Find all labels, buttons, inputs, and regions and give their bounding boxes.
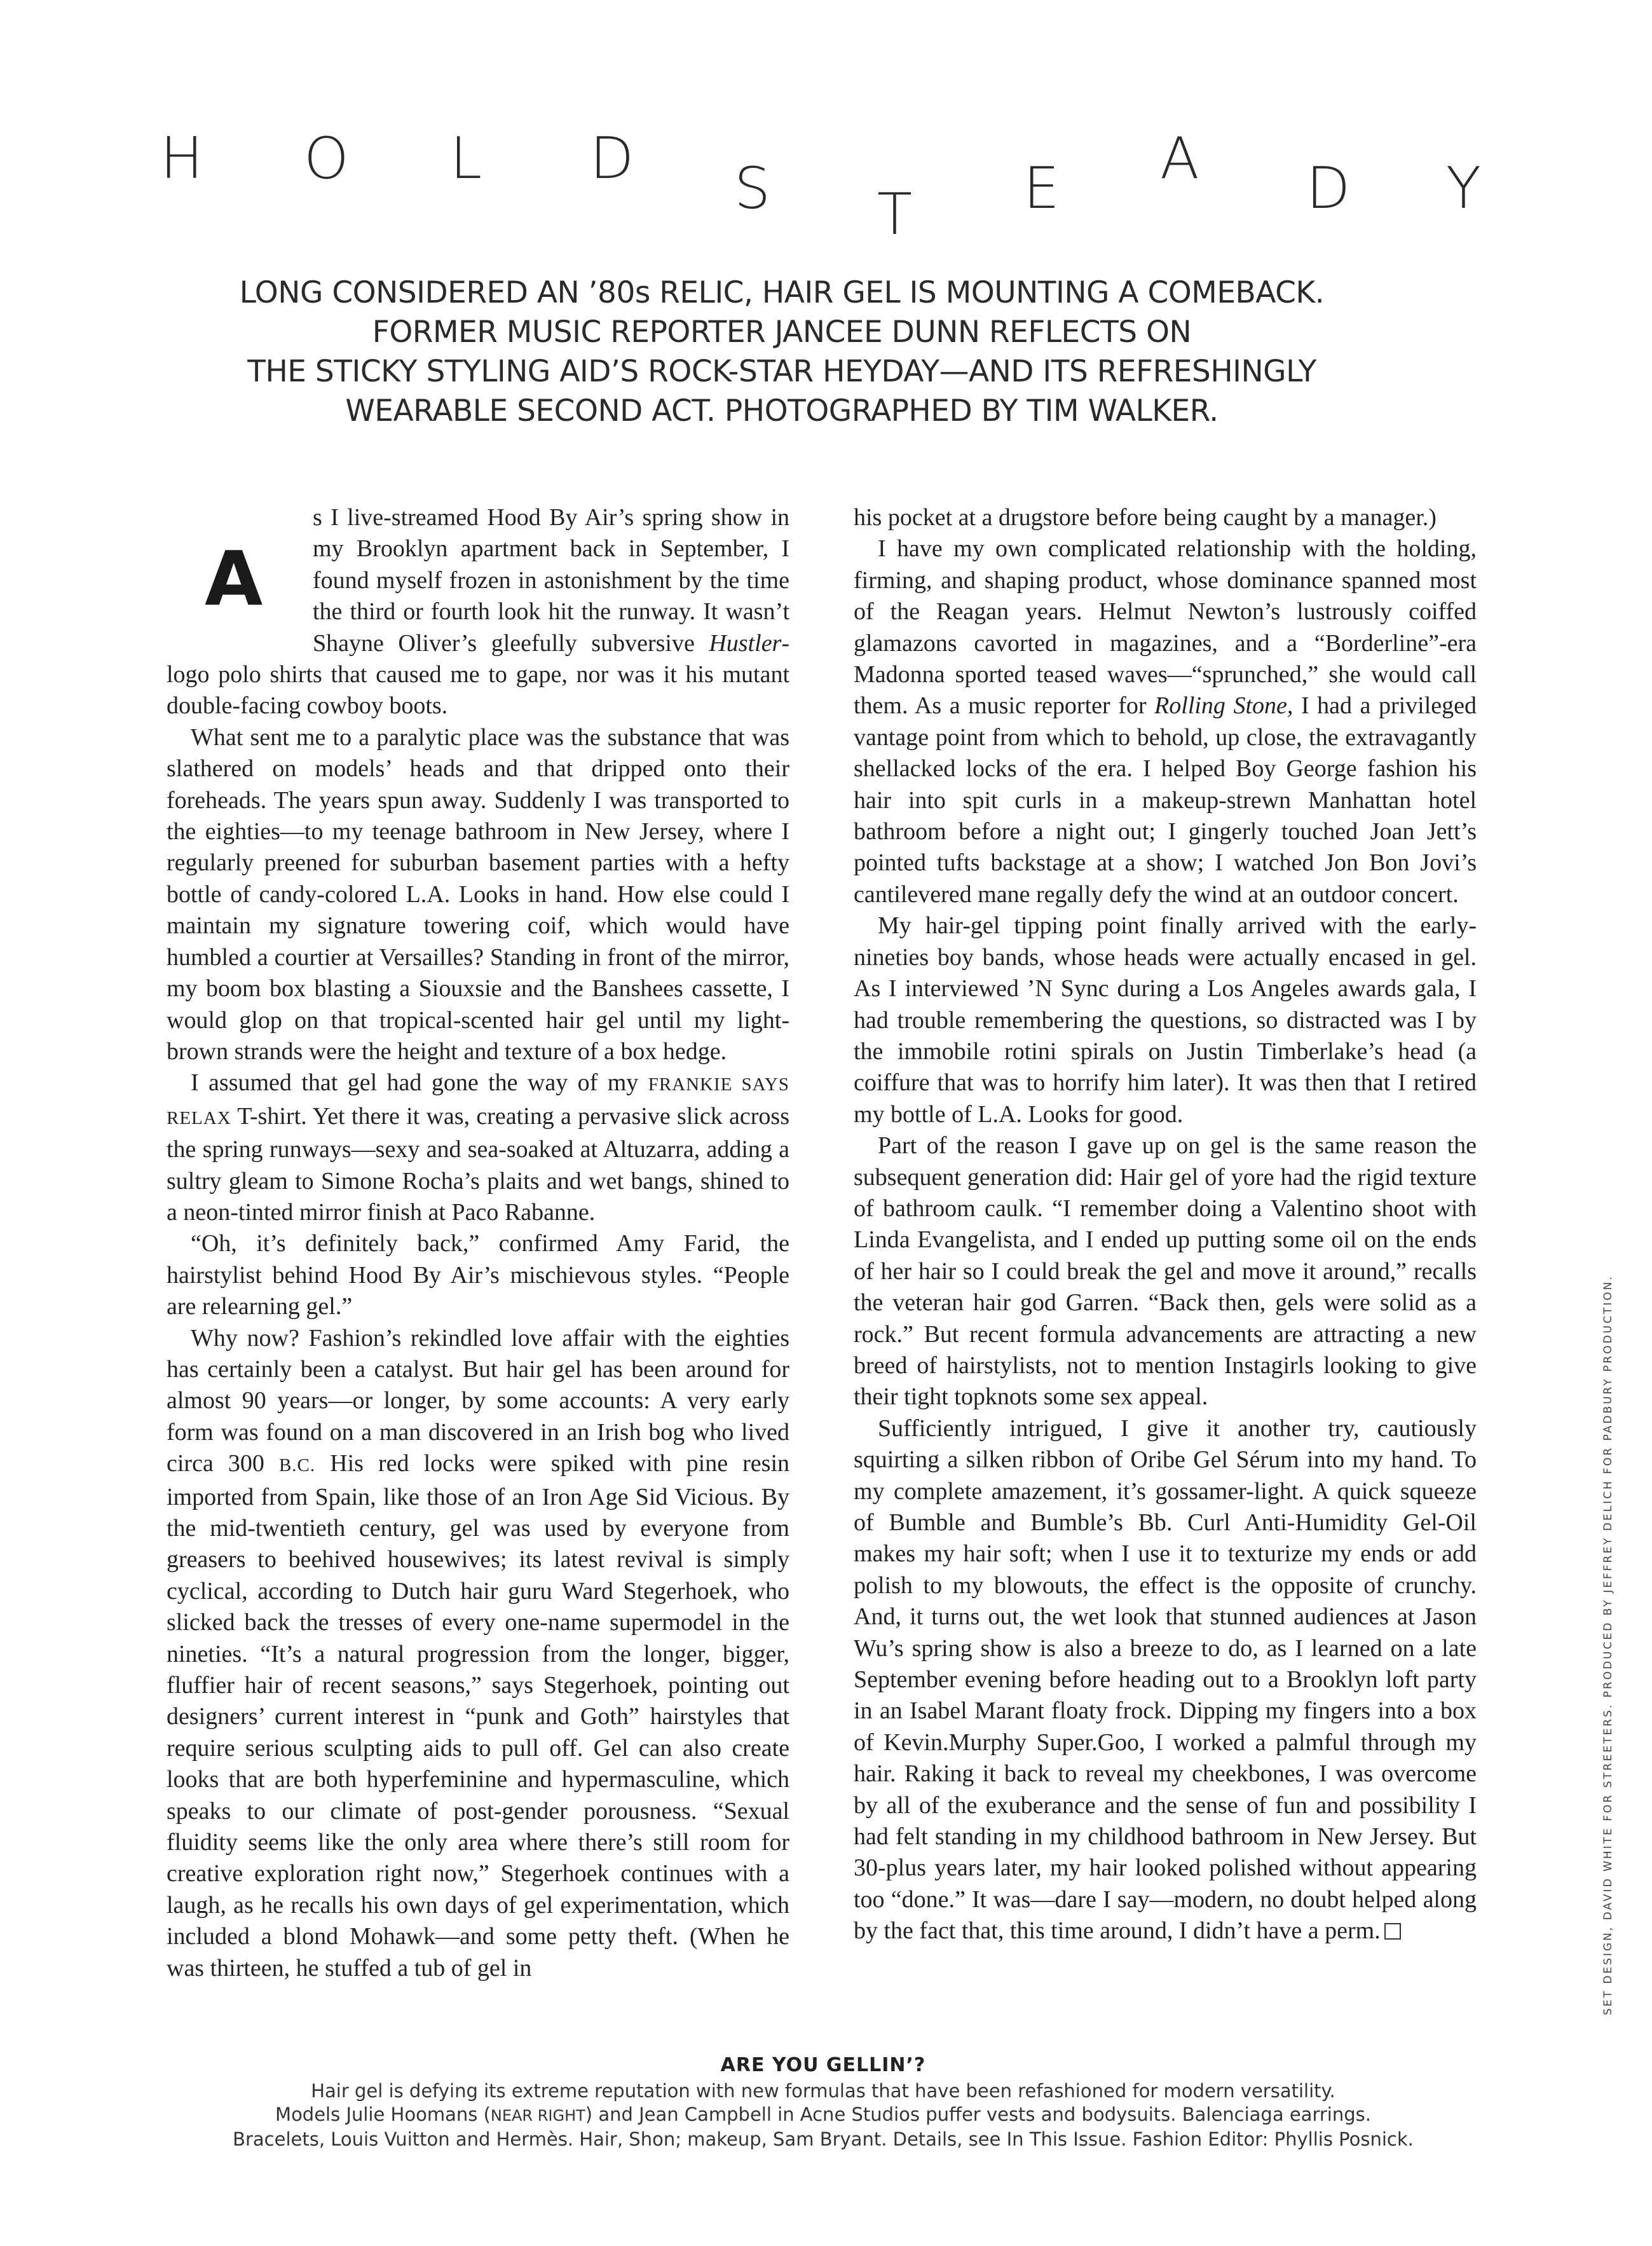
headline-letter: D (590, 125, 634, 192)
paragraph: Why now? Fashion’s rekindled love affair with the eighties has certainly been a catalyst. But hair gel has been around for almost 90 years—or longer, by some accounts: A very early form was found on a man discovered in an Irish bog who lived circa 300 B.C. His red locks were spiked with pine resin imported from Spain, like those of an Iron Age Sid Vicious. By the mid-twentieth century, gel was used by everyone from greasers to beehived housewives; its latest revival is simply cyclical, according to Dutch hair guru Ward Stegerhoek, who slicked back the tresses of every one-name supermodel in the nineties. “It’s a natural progression from the longer, bigger, fluffier hair of recent seasons,” says Stegerhoek, pointing out designers’ current interest in “punk and Goth” hairstyles that require serious sculpting aids to pull off. Gel can also create looks that are both hyperfeminine and hypermasculine, which speaks to our climate of post-gender porousness. “Sexual fluidity seems like the only area where there’s still room for creative exploration right now,” Stegerhoek continues with a laugh, as he recalls his own days of gel experimentation, which included a blond Mohawk—and some petty theft. (When he was thirteen, he stuffed a tub of gel in (167, 1324, 789, 1982)
caption-line: Models Julie Hoomans (NEAR RIGHT) and Jean Campbell in Acne Studios puffer vests and bodysuits. Balenciaga earrings. (275, 2104, 1371, 2125)
headline-letter: T (877, 181, 912, 248)
end-mark-icon (1384, 1923, 1401, 1940)
paragraph: “Oh, it’s definitely back,” confirmed Amy Farid, the hairstylist behind Hood By Air’s mischievous styles. “People are relearning gel.” (167, 1230, 789, 1320)
caption-heading: ARE YOU GELLIN’? (720, 2054, 926, 2076)
paragraph: My hair-gel tipping point finally arrived with the early-nineties boy bands, whose heads were actually encased in gel. As I interviewed ’N Sync during a Los Angeles awards gala, I had trouble remembering the questions, so distracted was I by the immobile rotini spirals on Justin Timberlake’s head (a coiffure that was to horrify him later). It was then that I retired my bottle of L.A. Looks for good. (854, 912, 1477, 1128)
paragraph: Part of the reason I gave up on gel is the same reason the subsequent generation did: Hair gel of yore had the rigid texture of bathroom caulk. “I remember doing a Valentino shoot with Linda Evangelista, and I ended up putting some oil on the ends of her hair so I could break the gel and move it around,” recalls the veteran hair god Garren. “Back then, gels were solid as a rock.” But recent formula advancements are attracting a new breed of hairstylists, not to mention Instagirls looking to give their tight topknots some sex appeal. (854, 1132, 1477, 1411)
headline-letter: O (304, 125, 349, 192)
caption-line: Bracelets, Louis Vuitton and Hermès. Hair, Shon; makeup, Sam Bryant. Details, see In This Issue. Fashion Editor: Phyllis Posnick. (233, 2128, 1414, 2150)
paragraph: I assumed that gel had gone the way of my FRANKIE SAYS RELAX T-shirt. Yet there it was, creating a pervasive slick across the spring runways—sexy and sea-soaked at Altuzarra, adding a sultry gleam to Simone Rocha’s plaits and wet bangs, shined to a neon-tinted mirror finish at Paco Rabanne. (167, 1069, 789, 1226)
paragraph: s I live-streamed Hood By Air’s spring show in my Brooklyn apartment back in September, I found myself frozen in astonishment by the time the third or fourth look hit the runway. It wasn’t Shayne Oliver’s gleefully subversive Hustler-logo polo shirts that caused me to gape, nor was it his mutant double-facing cowboy boots. (167, 504, 789, 720)
dek-line: FORMER MUSIC REPORTER JANCEE DUNN REFLECTS ON (372, 315, 1192, 350)
small-caps-text: FRANKIE SAYS RELAX (167, 1074, 789, 1128)
paragraph: Sufficiently intrigued, I give it another try, cautiously squirting a silken ribbon of Oribe Gel Sérum into my hand. To my complete amazement, it’s gossamer-light. A quick squeeze of Bumble and Bumble’s Bb. Curl Anti-Humidity Gel-Oil makes my hair soft; when I use it to texturize my ends or add polish to my blowouts, the effect is the opposite of crunchy. And, it turns out, the wet look that stunned audiences at Jason Wu’s spring show is also a breeze to do, as I learned on a late September evening before heading out to a Brooklyn loft party in an Isabel Marant floaty frock. Dipping my fingers into a box of Kevin.Murphy Super.Goo, I worked a palmful through my hair. Raking it back to reveal my cheekbones, I was overcome by all of the exuberance and the sense of fun and possibility I had felt standing in my childhood bathroom in New Jersey. But 30-plus years later, my hair looked polished without appearing too “done.” It was—dare I say—modern, no doubt helped along by the fact that, this time around, I didn’t have a perm. (854, 1414, 1477, 1945)
headline-letter: L (450, 125, 482, 192)
small-caps-text: NEAR RIGHT (490, 2107, 585, 2125)
headline-letter: A (1160, 125, 1199, 192)
caption (159, 2053, 1487, 2151)
dek (191, 273, 1373, 431)
italic-text: Rolling Stone, (1154, 692, 1294, 720)
small-caps-text: B.C. (278, 1455, 316, 1476)
article-column-left (167, 502, 789, 1984)
dek-line: WEARABLE SECOND ACT. PHOTOGRAPHED BY TIM WALKER. (345, 394, 1219, 428)
caption-line: Hair gel is defying its extreme reputation with new formulas that have been refashioned for modern versatility. (311, 2080, 1335, 2102)
drop-cap: A (205, 535, 263, 622)
headline-letter: H (160, 125, 203, 192)
headline-letter: Y (1446, 155, 1481, 222)
paragraph: What sent me to a paralytic place was the substance that was slathered on models’ heads and that dripped onto their foreheads. The years spun away. Suddenly I was transported to the eighties—to my teenage bathroom in New Jersey, where I regularly preened for suburban basement parties with a hefty bottle of candy-colored L.A. Looks in hand. How else could I maintain my signature towering coif, which would have humbled a courtier at Versailles? Standing in front of the mirror, my boom box blasting a Siouxsie and the Banshees cassette, I would glop on that tropical-scented hair gel until my light-brown strands were the height and texture of a box hedge. (167, 723, 789, 1065)
headline-letter: D (1306, 155, 1351, 222)
dek-line: LONG CONSIDERED AN ’80s RELIC, HAIR GEL IS MOUNTING A COMEBACK. (239, 275, 1325, 310)
paragraph: I have my own complicated relationship with the holding, firming, and shaping product, whose dominance spanned most of the Reagan years. Helmut Newton’s lustrously coiffed glamazons cavorted in magazines, and a “Borderline”-era Madonna sported teased waves—“sprunched,” she would call them. As a music reporter for Rolling Stone, I had a privileged vantage point from which to behold, up close, the extravagantly shellacked locks of the era. I helped Boy George fashion his hair into spit curls in a makeup-strewn Manhattan hotel bathroom before a night out; I gingerly touched Joan Jett’s pointed tufts backstage at a show; I watched Jon Bon Jovi’s cantilevered mane regally defy the wind at an outdoor concert. (854, 535, 1477, 908)
headline-letter: S (734, 155, 771, 222)
paragraph-continued: his pocket at a drugstore before being caught by a manager.) (854, 504, 1437, 531)
dek-line: THE STICKY STYLING AID’S ROCK-STAR HEYDAY—AND ITS REFRESHINGLY (247, 354, 1316, 389)
article-column-right (854, 502, 1477, 1947)
photo-credit: SET DESIGN, DAVID WHITE FOR STREETERS. PRODUCED BY JEFFREY DELICH FOR PADBURY PRODUCTION. (1602, 1275, 1614, 2015)
headline-letter: E (1023, 155, 1060, 222)
italic-text: Hustler (709, 629, 782, 657)
